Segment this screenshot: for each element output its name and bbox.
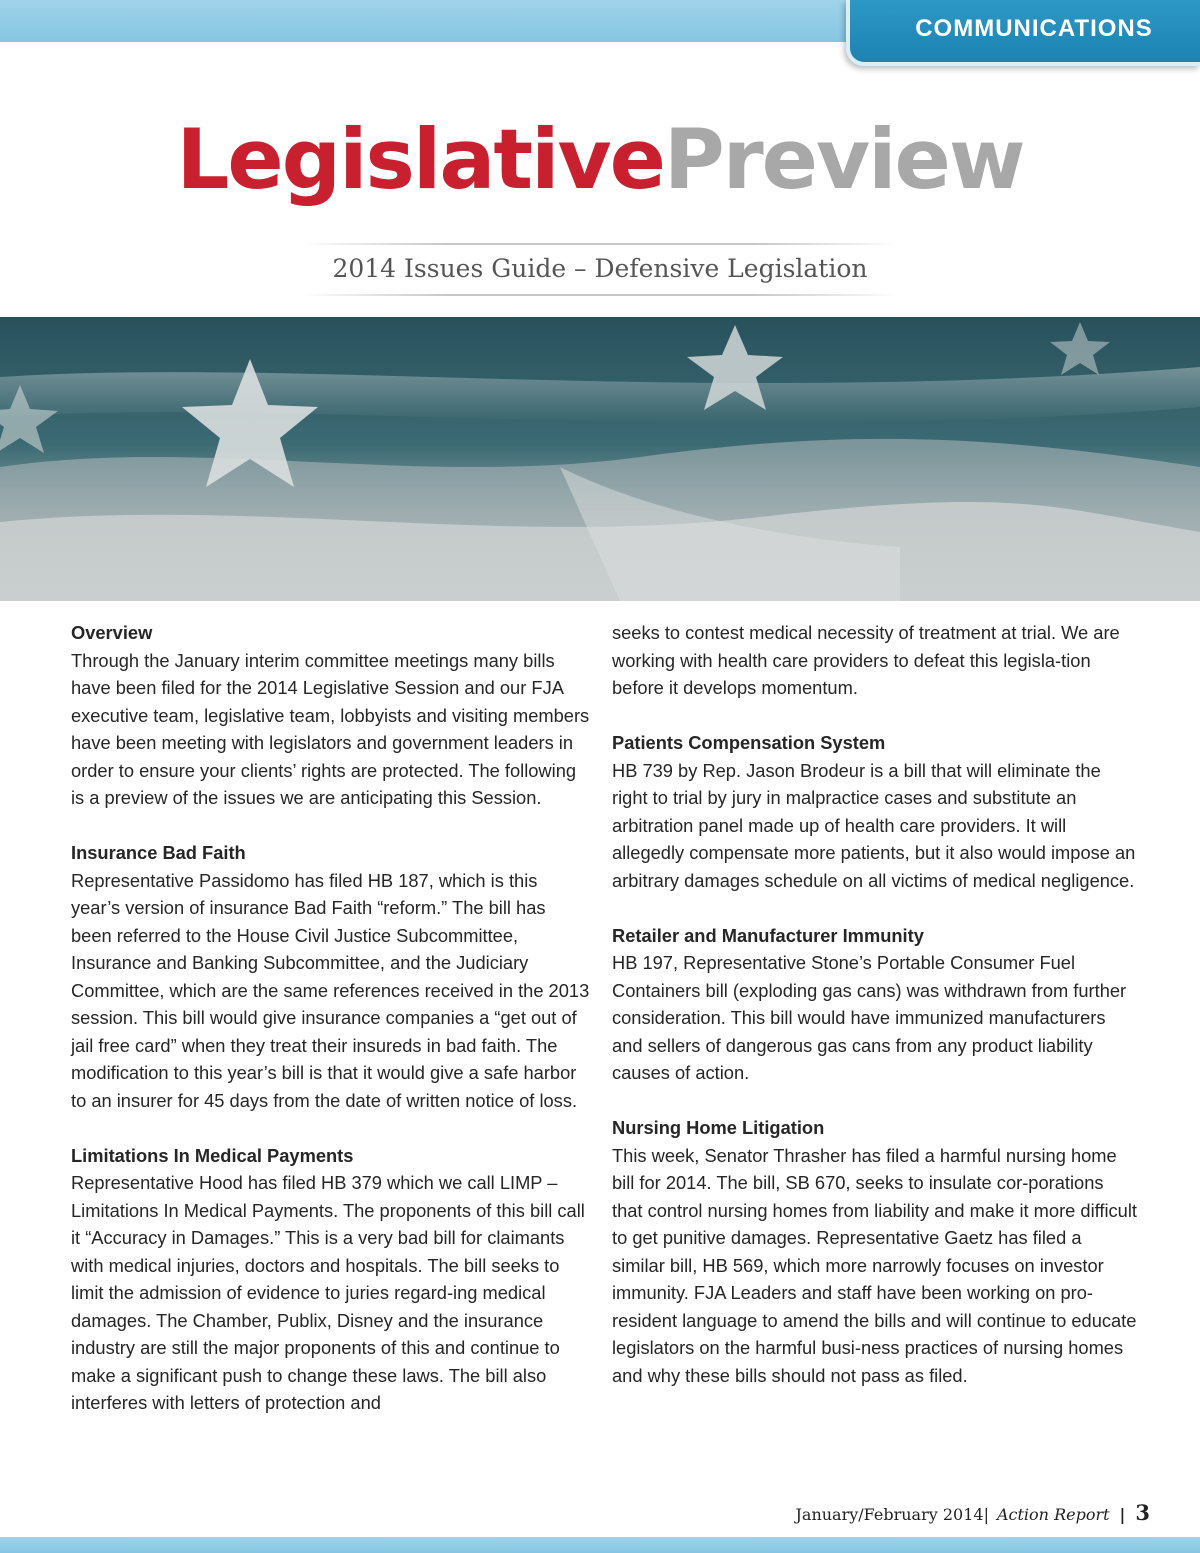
- section-body-nursing-home: This week, Senator Thrasher has filed a harmful nursing home bill for 2014. The bill, SB 670, seeks to insulate cor-porations that control nursing homes from liability and make it more difficult to get punitive damages. Representative Gaetz has filed a similar bill, HB 569, which more narrowly focuses on investor immunity. FJA Leaders and staff have been working on pro-resident language to amend the bills and will continue to educate legislators on the harmful busi-ness practices of nursing homes and why these bills should not pass as filed.: [612, 1144, 1137, 1386]
- page-footer: [795, 1500, 1150, 1525]
- section-heading-nursing-home: Nursing Home Litigation: [612, 1117, 825, 1138]
- section-heading-limitations-medical-payments: Limitations In Medical Payments: [71, 1144, 354, 1166]
- footer-publication: Action Report: [996, 1505, 1110, 1524]
- page-number: 3: [1135, 1500, 1150, 1525]
- footer-separator: |: [1119, 1505, 1126, 1524]
- section-tab-label: COMMUNICATIONS: [915, 15, 1153, 42]
- section-body-overview: Through the January interim committee meetings many bills have been filed for the 2014 Legislative Session and our FJA executive team, legislative team, lobbyists and visiting members have been meeting with legislators and government leaders in order to ensure your clients’ rights are protected. The following is a preview of the issues we are anticipating this Session.: [71, 649, 590, 808]
- section-heading-patients-compensation: Patients Compensation System: [612, 732, 886, 753]
- section-body-limitations-medical-payments: Representative Hood has filed HB 379 which we call LIMP – Limitations In Medical Payments. The proponents of this bill call it “Accuracy in Damages.” This is a very bad bill for claimants with medical injuries, doctors and hospitals. The bill seeks to limit the admission of evidence to juries regard-ing medical damages. The Chamber, Publix, Disney and the insurance industry are still the major proponents of this and continue to make a significant push to change these laws. The bill also interferes with letters of protection and: [71, 1172, 585, 1413]
- left-column: [71, 619, 591, 1444]
- bottom-color-band: [0, 1537, 1200, 1553]
- section-heading-retailer-immunity: Retailer and Manufacturer Immunity: [612, 924, 924, 946]
- footer-date: January/February 2014: [795, 1505, 984, 1524]
- right-column: [612, 619, 1137, 1417]
- title-preview: Preview: [663, 111, 1024, 208]
- subtitle-bottom-rule: [300, 294, 900, 296]
- page-title: [0, 111, 1200, 208]
- subtitle-top-rule: [300, 243, 900, 245]
- section-body-retailer-immunity: HB 197, Representative Stone’s Portable Consumer Fuel Containers bill (exploding gas cans) was withdrawn from further consideration. This bill would have immunized manufacturers and sellers of dangerous gas cans from any product liability causes of action.: [612, 952, 1127, 1083]
- hero-flag-image: [0, 317, 1200, 601]
- section-tab: [846, 0, 1200, 66]
- section-heading-overview: Overview: [71, 622, 153, 643]
- section-body-patients-compensation: HB 739 by Rep. Jason Brodeur is a bill that will eliminate the right to trial by jury in malpractice cases and substitute an arbitration panel made up of health care providers. It will allegedly compensate more patients, but it also would impose an arbitrary damages schedule on all victims of medical negligence.: [612, 759, 1136, 891]
- section-body-insurance-bad-faith: Representative Passidomo has filed HB 187, which is this year’s version of insurance Bad Faith “reform.” The bill has been referred to the House Civil Justice Subcommittee, Insurance and Banking Subcommittee, and the Judiciary Committee, which are the same references received in the 2013 session. This bill would give insurance companies a “get out of jail free card” when they treat their insureds in bad faith. The modification to this year’s bill is that it would give a safe harbor to an insurer for 45 days from the date of written notice of loss.: [71, 869, 590, 1111]
- section-heading-insurance-bad-faith: Insurance Bad Faith: [71, 842, 246, 863]
- continued-body-limp: seeks to contest medical necessity of treatment at trial. We are working with health care providers to defeat this legisla-tion before it develops momentum.: [612, 622, 1120, 698]
- page-subtitle: 2014 Issues Guide – Defensive Legislation: [332, 254, 868, 283]
- title-legislative: Legislative: [176, 111, 664, 208]
- footer-separator: |: [983, 1505, 989, 1524]
